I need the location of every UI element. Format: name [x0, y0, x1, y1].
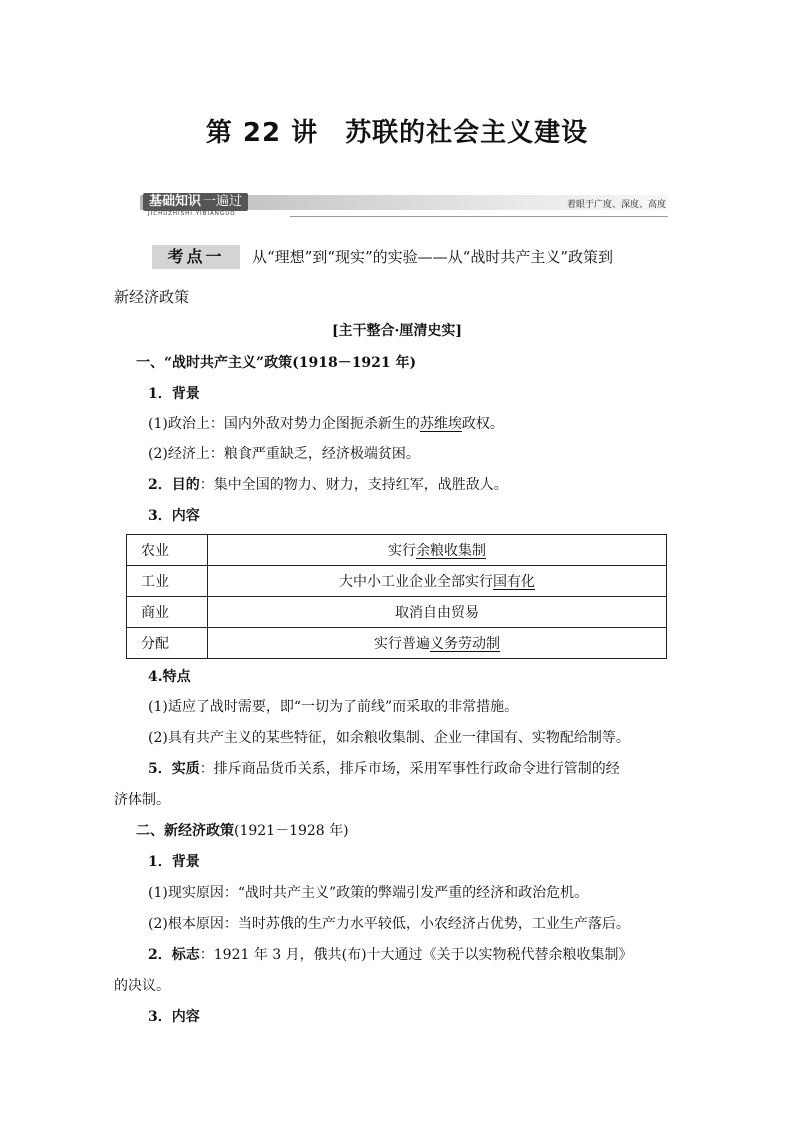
subheading-features: 4.特点 — [148, 669, 191, 685]
mark-label: 2．标志 — [148, 947, 200, 963]
paragraph-mark — [148, 944, 633, 964]
goal-text: ：集中全国的物力、财力，支持红军，战胜敌人。 — [199, 477, 508, 493]
feature-2: (2)具有共产主义的某些特征，如余粮收集制、企业一律国有、实物配给制等。 — [148, 730, 630, 746]
table-row — [127, 628, 667, 659]
subheading-content-2: 3．内容 — [148, 1009, 200, 1025]
essence-text: ：排斥商品货币关系，排斥市场，采用军事性行政命令进行管制的经 — [199, 761, 620, 777]
page-title: 第 22 讲 苏联的社会主义建设 — [205, 118, 589, 148]
banner-pinyin: JICHUZHISHI YIBIANGUO — [148, 211, 236, 217]
table-row — [127, 597, 667, 628]
kaodian-label: 考点一 — [152, 245, 240, 269]
subheading-content: 3．内容 — [148, 508, 200, 524]
table-cell-category: 农业 — [127, 535, 208, 566]
paragraph-economic: (2)经济上：粮食严重缺乏，经济极端贫困。 — [148, 446, 420, 462]
feature-1: (1)适应了战时需要，即“一切为了前线”而采取的非常措施。 — [148, 699, 519, 715]
table-cell-category: 分配 — [127, 628, 208, 659]
essence-label: 5．实质 — [148, 761, 200, 777]
table-cell-category: 商业 — [127, 597, 208, 628]
keyword-soviet: 苏维埃 — [419, 416, 462, 432]
nep-heading-text: 二、新经济政策 — [136, 823, 234, 839]
reason-1: (1)现实原因：“战时共产主义”政策的弊端引发严重的经济和政治危机。 — [148, 885, 589, 901]
table-cell-category: 工业 — [127, 566, 208, 597]
paragraph-political-end: 政权。 — [461, 416, 504, 432]
subheading-background-2: 1．背景 — [148, 854, 200, 870]
banner-tag — [143, 193, 248, 211]
paragraph-political-text: (1)政治上：国内外敌对势力企图扼杀新生的 — [148, 416, 420, 432]
paragraph-political — [148, 413, 504, 433]
table-cell-content: 大中小工业企业全部实行国有化 — [208, 566, 667, 597]
section-banner — [140, 195, 668, 221]
table-row — [127, 535, 667, 566]
banner-right-text: 着眼于广度、深度、高度 — [566, 200, 666, 210]
mark-text: ：1921 年 3 月，俄共(布)十大通过《关于以实物税代替余粮收集制》 — [199, 947, 633, 963]
subheading-background: 1．背景 — [148, 386, 200, 402]
heading-nep — [136, 820, 349, 840]
banner-tag-sub: 一遍过 — [203, 194, 243, 209]
section-subheading: [主干整合·厘清史实] — [331, 323, 463, 339]
kaodian-heading-line2: 新经济政策 — [114, 288, 190, 306]
paragraph-essence-cont: 济体制。 — [114, 792, 170, 808]
banner-divider — [290, 216, 668, 217]
goal-label: 2．目的 — [148, 477, 200, 493]
heading-war-communism: 一、“战时共产主义”政策(1918－1921 年) — [136, 355, 417, 371]
table-row — [127, 566, 667, 597]
table-cell-content: 取消自由贸易 — [208, 597, 667, 628]
paragraph-essence — [148, 758, 620, 778]
nep-heading-years: (1921－1928 年) — [234, 823, 349, 839]
paragraph-mark-cont: 的决议。 — [114, 978, 170, 994]
reason-2: (2)根本原因：当时苏俄的生产力水平较低，小农经济占优势，工业生产落后。 — [148, 916, 630, 932]
table-cell-content: 实行普遍义务劳动制 — [208, 628, 667, 659]
banner-tag-main: 基础知识 — [149, 194, 202, 209]
paragraph-goal — [148, 474, 508, 494]
content-table — [126, 534, 667, 659]
kaodian-heading-line1: 从“理想”到“现实”的实验——从“战时共产主义”政策到 — [252, 248, 614, 266]
table-cell-content: 实行余粮收集制 — [208, 535, 667, 566]
